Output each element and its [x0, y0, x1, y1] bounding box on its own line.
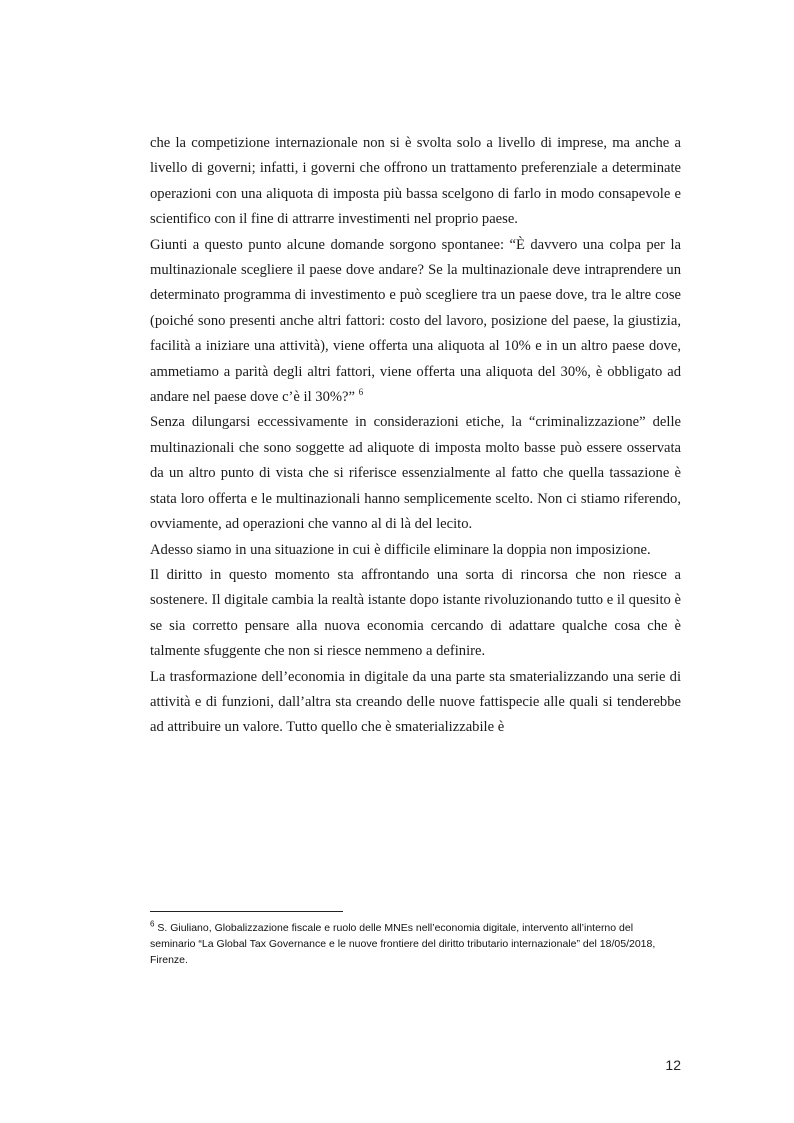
paragraph-6: La trasformazione dell’economia in digitale da una parte sta smaterializzando una serie di attività e di funzioni, dall’altra sta creando delle nuove fattispecie alle quali si tenderebbe ad attribuire un valore. Tutto quello che è smaterializzabile è	[150, 668, 681, 736]
footnote-text: S. Giuliano, Globalizzazione fiscale e ruolo delle MNEs nell’economia digitale, intervento all’interno del seminario “La Global Tax Governance e le nuove frontiere del diritto tributario internazionale” del 18/05/2018, Firenze.	[150, 922, 656, 966]
page-number: 12	[665, 1057, 681, 1073]
paragraph-2	[150, 233, 681, 411]
footnote-reference[interactable]: 6	[358, 387, 364, 398]
paragraph-3: Senza dilungarsi eccessivamente in considerazioni etiche, la “criminalizzazione” delle multinazionali che sono soggette ad aliquote di imposta molto basse può essere osservata da un altro punto di vista che si riferisce essenzialmente al fatto che quella tassazione è stata loro offerta e le multinazionali hanno semplicemente scelto. Non ci stiamo riferendo, ovviamente, ad operazioni che vanno al di là del lecito.	[150, 414, 681, 533]
paragraph-1: che la competizione internazionale non si è svolta solo a livello di imprese, ma anche a livello di governi; infatti, i governi che offrono un trattamento preferenziale a determinate operazioni con una aliquota di imposta più bassa scelgono di farlo in modo consapevole e scientifico con il fine di attrarre investimenti nel proprio paese.	[150, 135, 681, 228]
footnote-number: 6	[150, 919, 155, 929]
paragraph-4: Adesso siamo in una situazione in cui è difficile eliminare la doppia non imposizione.	[150, 541, 651, 558]
paragraph-5: Il diritto in questo momento sta affrontando una sorta di rincorsa che non riesce a sostenere. Il digitale cambia la realtà istante dopo istante rivoluzionando tutto e il quesito è se sia corretto pensare alla nuova economia cercando di adattare qualche cosa che è talmente sfuggente che non si riesce nemmeno a definire.	[150, 566, 681, 660]
footnote	[150, 920, 670, 968]
page-body	[150, 131, 681, 741]
body-text	[150, 131, 681, 741]
footnote-separator	[150, 911, 343, 912]
paragraph-2-text: Giunti a questo punto alcune domande sorgono spontanee: “È davvero una colpa per la multinazionale scegliere il paese dove andare? Se la multinazionale deve intraprendere un determinato programma di investimento e può scegliere tra un paese dove, tra le altre cose (poiché sono presenti anche altri fattori: costo del lavoro, posizione del paese, la giustizia, facilità a iniziare una attività), viene offerta una aliquota al 10% e in un altro paese dove, ammetiamo a parità degli altri fattori, viene offerta una aliquota del 30%, è obbligato ad andare nel paese dove c’è il 30%?”	[150, 236, 681, 406]
